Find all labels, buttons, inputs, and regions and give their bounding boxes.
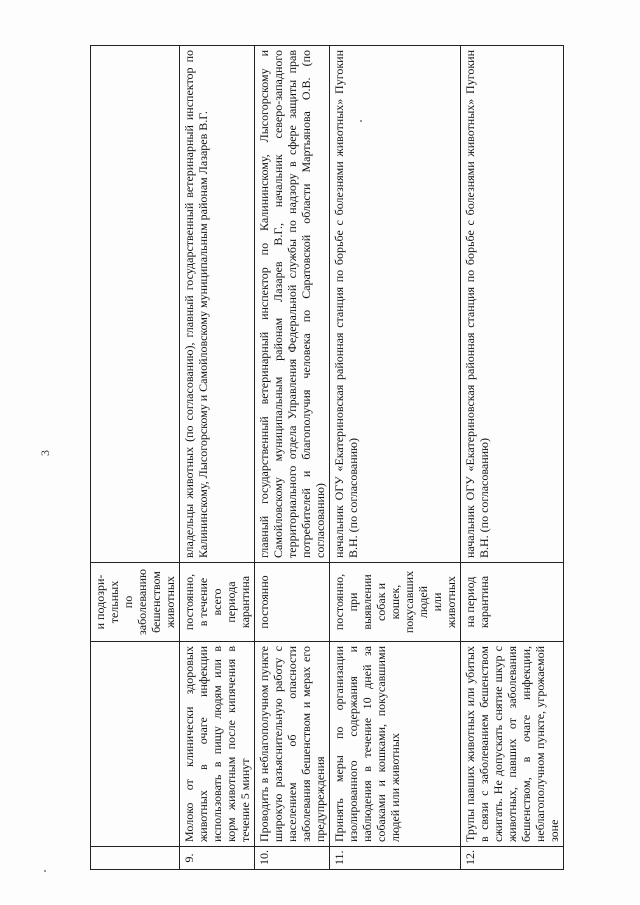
table-row bbox=[330, 46, 461, 870]
term-text: и подозри- тельных по заболеванию бешенством животных bbox=[91, 563, 180, 642]
measure-text bbox=[91, 642, 180, 847]
row-number: 10. bbox=[255, 847, 330, 870]
responsible-text: владельцы животных (по согласованию), главный государственный ветеринарный инспектор по Калининскому, Лысогорскому и Самойловскому муниципальным районам Лазарев В.Г. bbox=[180, 46, 255, 563]
measure-text: Молоко от клинически здоровых животных в очаге инфекции использовать в пищу людям или в корм животным после кипячения в течение 5 минут bbox=[180, 642, 255, 847]
measure-text: Проводить в неблагополучном пункте широкую разъяснительную работу с населением об опасности заболевания бешенством и мерах его предупреждения bbox=[255, 642, 330, 847]
rotated-table-sheet bbox=[90, 50, 630, 870]
responsible-text bbox=[91, 46, 180, 563]
term-text: постоянно bbox=[255, 563, 330, 642]
table-row-continuation bbox=[91, 46, 180, 870]
responsible-text: начальник ОГУ «Екатериновская районная станция по борьбе с болезнями животных» Пугокин В.Н. (по согласованию) bbox=[461, 46, 564, 563]
row-number: 12. bbox=[461, 847, 564, 870]
measures-table bbox=[90, 45, 564, 870]
responsible-text: начальник ОГУ «Екатериновская районная станция по борьбе с болезнями животных» Пугокин В.Н. (по согласованию) bbox=[330, 46, 461, 563]
row-number: 9. bbox=[180, 847, 255, 870]
scan-speck bbox=[44, 870, 46, 872]
measure-text: Принять меры по организации изолированного содержания и наблюдения в течение 10 дней за собаками и кошками, покусавшими людей или животных bbox=[330, 642, 461, 847]
page-number: 3 bbox=[38, 450, 52, 456]
measure-text: Трупы павших животных или убитых в связи с заболеванием бешенством сжигать. Не допускать снятие шкур с животных, павших от заболевания бешенством, в очаге инфекции, неблагополучном пункте, угрожаемой зоне bbox=[461, 642, 564, 847]
table-row bbox=[180, 46, 255, 870]
row-number bbox=[91, 847, 180, 870]
term-text: на период карантина bbox=[461, 563, 564, 642]
table-row bbox=[461, 46, 564, 870]
term-text: постоянно, в течение всего периода карантина bbox=[180, 563, 255, 642]
term-text: постоянно, при выявлении собак и кошек, покусавших людей или животных bbox=[330, 563, 461, 642]
table-row bbox=[255, 46, 330, 870]
row-number: 11. bbox=[330, 847, 461, 870]
responsible-text: главный государственный ветеринарный инспектор по Калининскому, Лысогорскому и Самойловскому муниципальным районам Лазарев В.Г., начальник северо-западного территориального отдела Управления Федеральной службы по надзору в сфере защиты прав потребителей и благополучия человека по Саратовской области Мартьянова О.В. (по согласованию) bbox=[255, 46, 330, 563]
